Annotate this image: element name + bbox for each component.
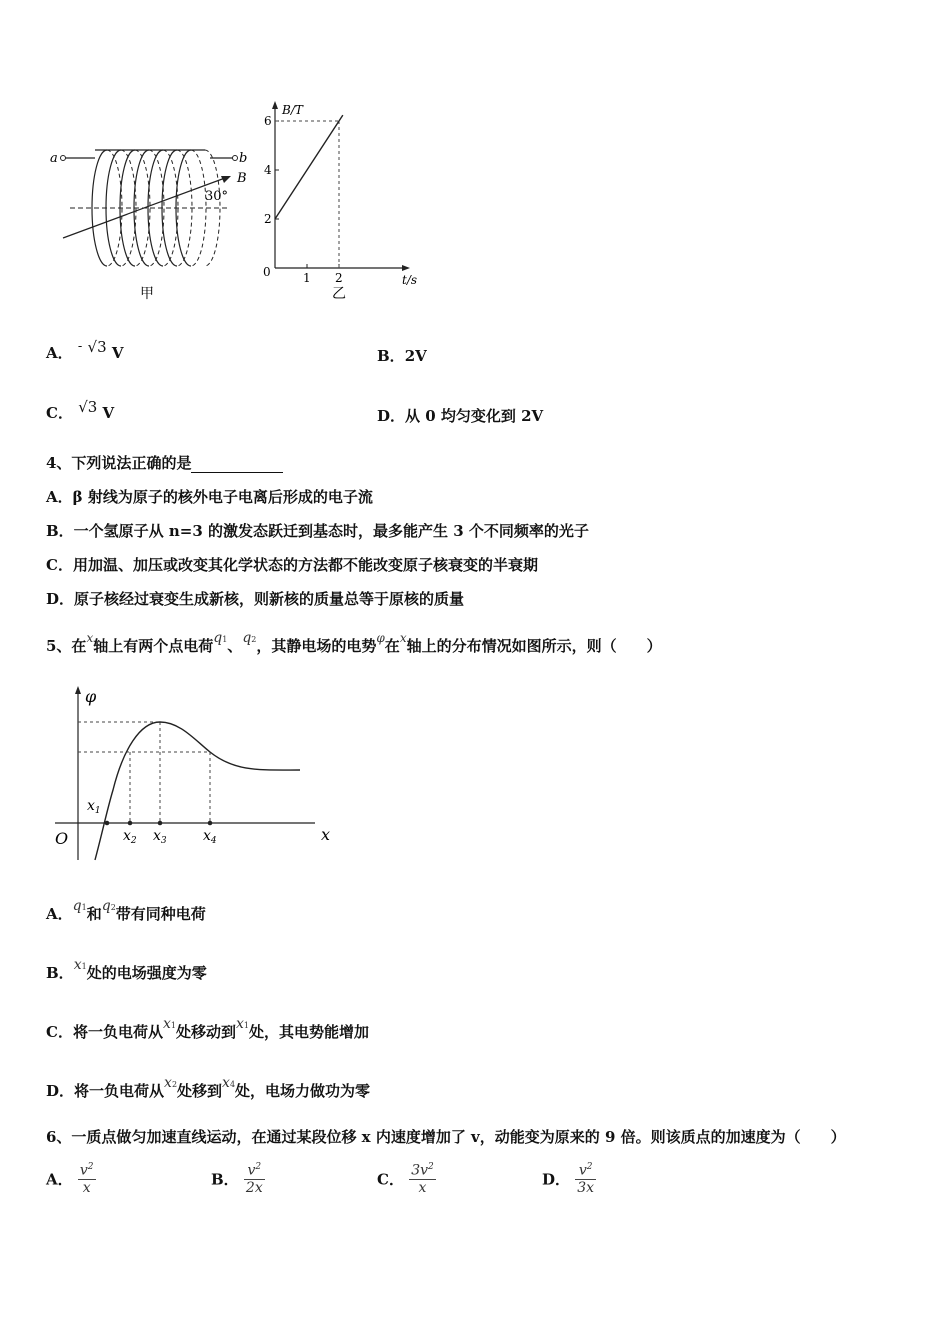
bt-x-arrow-icon xyxy=(402,265,410,271)
bt-origin: 0 xyxy=(263,265,271,279)
label-angle: 30° xyxy=(205,189,229,204)
q5-option-b[interactable]: B．x1处的电场强度为零 xyxy=(46,957,207,982)
coil-figure xyxy=(45,130,260,305)
terminal-a xyxy=(61,156,66,161)
x-axis-label: x xyxy=(321,825,331,844)
fraction: $\frac{3v^2}{x}$ xyxy=(411,1162,434,1196)
q3-option-d[interactable]: D．从 0 均匀变化到 2V xyxy=(377,407,544,425)
bt-xtick-label: 2 xyxy=(335,271,343,285)
point-x3 xyxy=(158,821,163,826)
x4-label: $x_4$ xyxy=(203,828,217,846)
q4-option-a[interactable]: A．β 射线为原子的核外电子电离后形成的电子流 xyxy=(46,488,373,506)
point-x4 xyxy=(208,821,213,826)
x2-label: $x_2$ xyxy=(123,828,137,846)
bt-xtick-label: 1 xyxy=(303,271,311,285)
bt-series-line xyxy=(275,115,343,219)
bt-ytick-label: 6 xyxy=(264,114,272,128)
q5-option-c[interactable]: C．将一负电荷从x1处移动到x1处，其电势能增加 xyxy=(46,1016,369,1041)
phi-label: φ xyxy=(85,687,97,706)
q6-option-d[interactable]: D． $\frac{v^2}{3x}$ xyxy=(542,1162,595,1196)
q6-option-b[interactable]: B． $\frac{v^2}{2x}$ xyxy=(211,1162,263,1196)
potential-graph xyxy=(45,680,345,870)
label-a: a xyxy=(50,151,58,166)
origin-label: O xyxy=(55,829,69,848)
q4-option-d[interactable]: D．原子核经过衰变生成新核，则新核的质量总等于原核的质量 xyxy=(46,590,465,608)
q4-option-c[interactable]: C．用加温、加压或改变其化学状态的方法都不能改变原子核衰变的半衰期 xyxy=(46,556,538,574)
x1-label: $x_1$ xyxy=(87,798,101,816)
q4-stem: 4、下列说法正确的是 xyxy=(46,453,283,473)
terminal-b xyxy=(233,156,238,161)
bt-caption: 乙 xyxy=(332,286,346,302)
q3-option-b[interactable]: B．2V xyxy=(377,347,427,365)
q5-option-a[interactable]: A．q1和q2带有同种电荷 xyxy=(46,898,206,923)
fraction: $\frac{v^2}{2x}$ xyxy=(245,1162,263,1196)
q5-option-d[interactable]: D．将一负电荷从x2处移到x4处，电场力做功为零 xyxy=(46,1075,371,1100)
q6-stem: 6、一质点做匀加速直线运动，在通过某段位移 x 内速度增加了 v，动能变为原来的 9 倍。则该质点的加速度为（ ） xyxy=(46,1128,846,1146)
answer-blank[interactable] xyxy=(191,458,283,473)
fraction: $\frac{v^2}{x}$ xyxy=(79,1162,94,1196)
q6-option-a[interactable]: A． $\frac{v^2}{x}$ xyxy=(46,1162,94,1196)
coil-caption: 甲 xyxy=(140,286,154,302)
point-x2 xyxy=(128,821,133,826)
q3-option-c[interactable]: C． √3 V xyxy=(46,398,115,422)
bt-ytick-label: 4 xyxy=(264,163,272,177)
bt-ytick-label: 2 xyxy=(264,212,272,226)
q6-option-c[interactable]: C． $\frac{3v^2}{x}$ xyxy=(377,1162,434,1196)
sqrt3: √3 xyxy=(78,398,98,416)
arrow-head-icon xyxy=(221,176,231,183)
label-b: b xyxy=(239,151,248,166)
q5-stem: 5、在$^x$轴上有两个点电荷q1、q2，其静电场的电势$^\varphi$在$^x$轴上的分布情况如图所示，则（ ） xyxy=(46,630,662,655)
q4-option-b[interactable]: B．一个氢原子从 n=3 的激发态跃迁到基态时，最多能产生 3 个不同频率的光子 xyxy=(46,522,589,540)
x3-label: $x_3$ xyxy=(153,828,167,846)
bt-y-arrow-icon xyxy=(272,101,278,109)
phi-arrow-icon xyxy=(75,686,81,694)
point-x1 xyxy=(105,821,110,826)
bt-xlabel: t/s xyxy=(402,273,418,287)
bt-ylabel: B/T xyxy=(282,103,303,117)
fraction: $\frac{v^2}{3x}$ xyxy=(577,1162,595,1196)
sqrt3: √3 xyxy=(87,338,107,356)
label-B: B xyxy=(237,171,247,186)
q3-option-a[interactable]: A． - √3 V xyxy=(46,338,124,362)
bt-graph xyxy=(255,100,435,305)
